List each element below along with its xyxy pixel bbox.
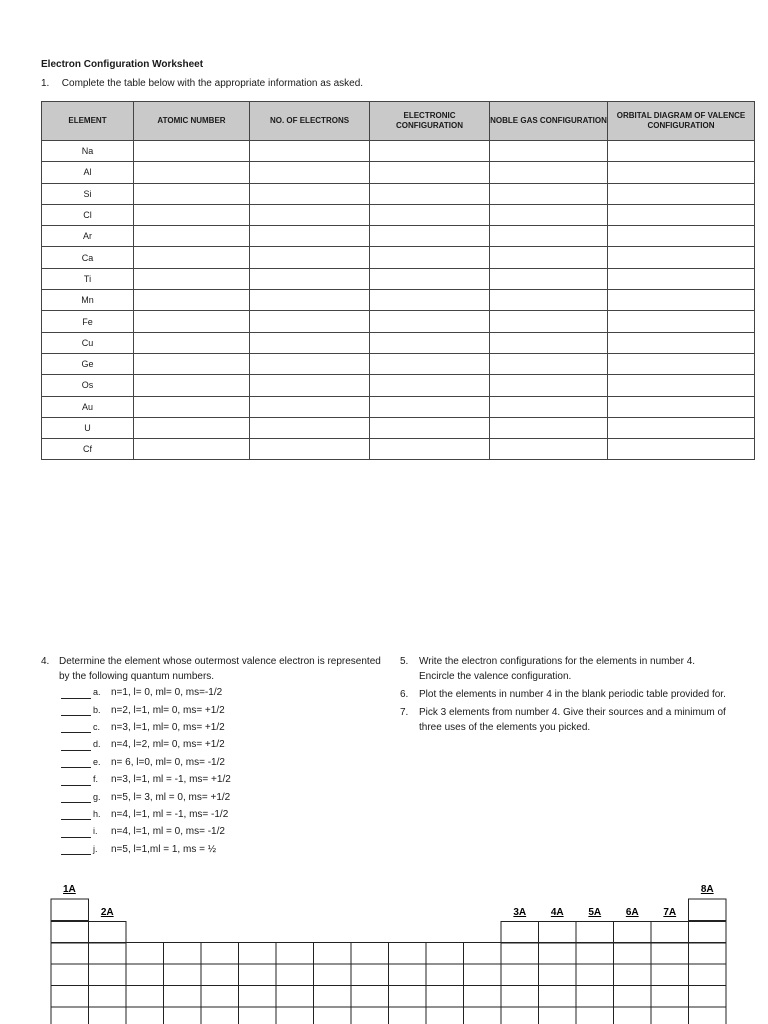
answer-cell[interactable] — [250, 183, 370, 204]
question-number: 6. — [400, 689, 409, 700]
item-letter: a. — [93, 687, 101, 698]
periodic-table-cell[interactable] — [389, 964, 427, 986]
periodic-table-cell[interactable] — [426, 964, 464, 986]
element-symbol-cell: Cu — [42, 332, 134, 353]
periodic-table-cell[interactable] — [51, 964, 89, 986]
periodic-table-cell[interactable] — [576, 1007, 614, 1024]
answer-cell[interactable] — [608, 375, 755, 396]
periodic-table-cell[interactable] — [51, 922, 89, 944]
question-4-text: Determine the element whose outermost valence electron is represented by the following quantum numbers. — [59, 656, 381, 682]
answer-cell[interactable] — [490, 162, 608, 183]
periodic-table-cell[interactable] — [614, 964, 652, 986]
answer-cell[interactable] — [134, 247, 250, 268]
periodic-table-cell[interactable] — [126, 964, 164, 986]
answer-cell[interactable] — [250, 204, 370, 225]
answer-cell[interactable] — [250, 396, 370, 417]
element-symbol-cell: U — [42, 417, 134, 438]
answer-cell[interactable] — [134, 375, 250, 396]
periodic-table-cell[interactable] — [539, 943, 577, 965]
quantum-number-item — [61, 823, 381, 840]
item-quantum-numbers: n=5, l= 3, ml = 0, ms= +1/2 — [111, 791, 231, 803]
answer-cell[interactable] — [370, 353, 490, 374]
item-letter: j. — [93, 843, 98, 854]
table-row — [42, 417, 755, 438]
periodic-table-cell[interactable] — [539, 1007, 577, 1024]
answer-cell[interactable] — [134, 141, 250, 162]
answer-cell[interactable] — [490, 204, 608, 225]
item-quantum-numbers: n= 6, l=0, ml= 0, ms= -1/2 — [111, 756, 225, 768]
element-symbol-cell: Fe — [42, 311, 134, 332]
periodic-table-cell[interactable] — [501, 943, 539, 965]
electron-configuration-table — [41, 101, 755, 460]
periodic-table-cell[interactable] — [426, 986, 464, 1008]
question-text: Plot the elements in number 4 in the blank periodic table provided for. — [419, 689, 726, 700]
question-4-number: 4. — [41, 656, 50, 667]
periodic-table-cell[interactable] — [389, 943, 427, 965]
periodic-table-cell[interactable] — [351, 986, 389, 1008]
table-row — [42, 141, 755, 162]
header-electronic-configuration: ELECTRONIC CONFIGURATION — [370, 102, 490, 141]
answer-cell[interactable] — [490, 439, 608, 460]
item-quantum-numbers: n=5, l=1,ml = 1, ms = ½ — [111, 843, 217, 855]
answer-blank[interactable] — [61, 826, 91, 838]
table-row — [42, 290, 755, 311]
table-row — [42, 183, 755, 204]
answer-cell[interactable] — [608, 162, 755, 183]
answer-cell[interactable] — [608, 311, 755, 332]
table-row — [42, 311, 755, 332]
header-noble-gas-configuration: NOBLE GAS CONFIGURATION — [490, 102, 608, 141]
answer-cell[interactable] — [250, 226, 370, 247]
item-letter: f. — [93, 774, 99, 785]
answer-cell[interactable] — [608, 396, 755, 417]
answer-cell[interactable] — [370, 396, 490, 417]
periodic-table-cell[interactable] — [351, 964, 389, 986]
answer-cell[interactable] — [608, 226, 755, 247]
answer-cell[interactable] — [490, 268, 608, 289]
answer-cell[interactable] — [370, 375, 490, 396]
item-letter: d. — [93, 739, 101, 750]
periodic-table-cell[interactable] — [651, 986, 689, 1008]
periodic-table-cell[interactable] — [314, 964, 352, 986]
periodic-table-cell[interactable] — [651, 964, 689, 986]
answer-cell[interactable] — [608, 439, 755, 460]
periodic-table-cell[interactable] — [614, 986, 652, 1008]
periodic-table-cell[interactable] — [389, 986, 427, 1008]
periodic-table-cell[interactable] — [201, 943, 239, 965]
group-label: 8A — [700, 884, 714, 895]
periodic-table-cell[interactable] — [89, 986, 127, 1008]
answer-cell[interactable] — [490, 396, 608, 417]
item-letter: h. — [93, 808, 101, 819]
periodic-table-cell[interactable] — [651, 1007, 689, 1024]
question-text: Pick 3 elements from number 4. Give their sources and a minimum of three uses of the elements you picked. — [419, 707, 726, 733]
table-row — [42, 353, 755, 374]
questions-5-to-7 — [400, 654, 730, 738]
quantum-number-item — [61, 841, 381, 858]
answer-blank[interactable] — [61, 843, 91, 855]
answer-cell[interactable] — [134, 353, 250, 374]
answer-cell[interactable] — [134, 332, 250, 353]
answer-cell[interactable] — [250, 439, 370, 460]
answer-cell[interactable] — [490, 247, 608, 268]
periodic-table-cell[interactable] — [89, 964, 127, 986]
table-row — [42, 162, 755, 183]
question-item — [400, 654, 730, 684]
item-letter: g. — [93, 791, 101, 802]
quantum-number-item — [61, 788, 381, 805]
answer-cell[interactable] — [250, 290, 370, 311]
item-quantum-numbers: n=3, l=1, ml= 0, ms= +1/2 — [111, 721, 225, 733]
group-label: 5A — [588, 907, 602, 918]
element-symbol-cell: Ge — [42, 353, 134, 374]
answer-cell[interactable] — [490, 226, 608, 247]
element-symbol-cell: Ar — [42, 226, 134, 247]
answer-cell[interactable] — [370, 226, 490, 247]
answer-cell[interactable] — [370, 417, 490, 438]
periodic-table-cell[interactable] — [501, 1007, 539, 1024]
periodic-table-cell[interactable] — [126, 1007, 164, 1024]
item-letter: b. — [93, 704, 101, 715]
answer-blank[interactable] — [61, 687, 91, 699]
item-letter: e. — [93, 756, 101, 767]
group-label: 1A — [63, 884, 76, 895]
periodic-table-cell[interactable] — [426, 1007, 464, 1024]
answer-blank[interactable] — [61, 739, 91, 751]
answer-cell[interactable] — [608, 183, 755, 204]
periodic-table-cell[interactable] — [464, 964, 502, 986]
answer-cell[interactable] — [490, 417, 608, 438]
element-symbol-cell: Si — [42, 183, 134, 204]
periodic-table-cell[interactable] — [651, 922, 689, 944]
periodic-table-cell[interactable] — [126, 986, 164, 1008]
periodic-table-cell[interactable] — [501, 922, 539, 944]
item-quantum-numbers: n=4, l=1, ml = -1, ms= -1/2 — [111, 808, 229, 820]
periodic-table-cell[interactable] — [276, 986, 314, 1008]
answer-cell[interactable] — [490, 183, 608, 204]
quantum-number-item — [61, 754, 381, 771]
answer-cell[interactable] — [250, 375, 370, 396]
question-item — [400, 705, 730, 735]
answer-cell[interactable] — [608, 247, 755, 268]
element-symbol-cell: Al — [42, 162, 134, 183]
group-label: 7A — [663, 907, 677, 918]
element-symbol-cell: Au — [42, 396, 134, 417]
periodic-table-cell[interactable] — [51, 1007, 89, 1024]
table-row — [42, 439, 755, 460]
answer-cell[interactable] — [490, 353, 608, 374]
answer-cell[interactable] — [608, 332, 755, 353]
periodic-table-cell[interactable] — [89, 1007, 127, 1024]
question-item — [400, 687, 730, 702]
answer-cell[interactable] — [134, 290, 250, 311]
quantum-number-item — [61, 684, 381, 701]
periodic-table-cell[interactable] — [651, 943, 689, 965]
periodic-table-cell[interactable] — [576, 943, 614, 965]
periodic-table-cell[interactable] — [164, 943, 202, 965]
periodic-table-cell[interactable] — [576, 922, 614, 944]
answer-cell[interactable] — [134, 311, 250, 332]
item-quantum-numbers: n=3, l=1, ml = -1, ms= +1/2 — [111, 774, 231, 786]
answer-cell[interactable] — [250, 268, 370, 289]
periodic-table-cell[interactable] — [614, 943, 652, 965]
periodic-table-cell[interactable] — [689, 986, 727, 1008]
table-header-row — [42, 102, 755, 141]
answer-cell[interactable] — [134, 396, 250, 417]
periodic-table-cell[interactable] — [51, 899, 89, 921]
periodic-table-cell[interactable] — [464, 986, 502, 1008]
question-4-items — [41, 684, 381, 858]
answer-cell[interactable] — [490, 332, 608, 353]
question-number: 7. — [400, 707, 409, 718]
item-quantum-numbers: n=4, l=1, ml = 0, ms= -1/2 — [111, 826, 225, 838]
question-text: Write the electron configurations for the elements in number 4. Encircle the valence configuration. — [419, 656, 696, 682]
answer-blank[interactable] — [61, 774, 91, 786]
periodic-table-cell[interactable] — [239, 943, 277, 965]
answer-cell[interactable] — [134, 204, 250, 225]
periodic-table-cell[interactable] — [164, 964, 202, 986]
element-symbol-cell: Os — [42, 375, 134, 396]
periodic-table-cell[interactable] — [351, 943, 389, 965]
periodic-table-cell[interactable] — [576, 964, 614, 986]
periodic-table-cell[interactable] — [539, 986, 577, 1008]
periodic-table-cell[interactable] — [614, 922, 652, 944]
answer-blank[interactable] — [61, 756, 91, 768]
periodic-table-cell[interactable] — [239, 986, 277, 1008]
periodic-table-cell[interactable] — [689, 922, 727, 944]
group-label: 6A — [625, 907, 639, 918]
answer-blank[interactable] — [61, 791, 91, 803]
periodic-table-cell[interactable] — [576, 986, 614, 1008]
periodic-table-cell[interactable] — [89, 922, 127, 944]
header-orbital-diagram: ORBITAL DIAGRAM OF VALENCE CONFIGURATION — [608, 102, 755, 141]
header-no-of-electrons: NO. OF ELECTRONS — [250, 102, 370, 141]
periodic-table-cell[interactable] — [201, 1007, 239, 1024]
answer-cell[interactable] — [250, 162, 370, 183]
periodic-table-cell[interactable] — [89, 943, 127, 965]
answer-blank[interactable] — [61, 721, 91, 733]
element-symbol-cell: Ti — [42, 268, 134, 289]
quantum-number-item — [61, 806, 381, 823]
item-letter: i. — [93, 826, 98, 837]
answer-cell[interactable] — [370, 162, 490, 183]
question-1-text: Complete the table below with the appropriate information as asked. — [61, 78, 364, 89]
periodic-table-cell[interactable] — [689, 1007, 727, 1024]
answer-cell[interactable] — [608, 268, 755, 289]
element-symbol-cell: Ca — [42, 247, 134, 268]
periodic-table-cell[interactable] — [126, 943, 164, 965]
table-row — [42, 375, 755, 396]
answer-cell[interactable] — [370, 290, 490, 311]
table-row — [42, 204, 755, 225]
question-number: 5. — [400, 656, 409, 667]
group-label: 2A — [100, 907, 114, 918]
periodic-table-cell[interactable] — [314, 986, 352, 1008]
item-quantum-numbers: n=4, l=2, ml= 0, ms= +1/2 — [111, 739, 225, 751]
answer-cell[interactable] — [608, 353, 755, 374]
table-row — [42, 226, 755, 247]
answer-cell[interactable] — [134, 226, 250, 247]
periodic-table-cell[interactable] — [239, 964, 277, 986]
answer-cell[interactable] — [250, 247, 370, 268]
periodic-table-cell[interactable] — [164, 1007, 202, 1024]
periodic-table-cell[interactable] — [201, 964, 239, 986]
periodic-table-cell[interactable] — [501, 964, 539, 986]
element-symbol-cell: Na — [42, 141, 134, 162]
periodic-table-cell[interactable] — [276, 1007, 314, 1024]
periodic-table-cell[interactable] — [539, 964, 577, 986]
item-letter: c. — [93, 721, 101, 732]
periodic-table-cell[interactable] — [389, 1007, 427, 1024]
element-symbol-cell: Mn — [42, 290, 134, 311]
group-label: 3A — [513, 907, 527, 918]
periodic-table-cell[interactable] — [351, 1007, 389, 1024]
question-1-number: 1. — [41, 78, 50, 89]
answer-cell[interactable] — [370, 204, 490, 225]
answer-cell[interactable] — [608, 417, 755, 438]
element-symbol-cell: Cf — [42, 439, 134, 460]
answer-cell[interactable] — [608, 204, 755, 225]
table-row — [42, 268, 755, 289]
answer-cell[interactable] — [134, 162, 250, 183]
answer-cell[interactable] — [250, 353, 370, 374]
answer-cell[interactable] — [134, 183, 250, 204]
answer-cell[interactable] — [490, 290, 608, 311]
element-symbol-cell: Cl — [42, 204, 134, 225]
answer-cell[interactable] — [490, 375, 608, 396]
answer-cell[interactable] — [370, 268, 490, 289]
periodic-table-cell[interactable] — [51, 943, 89, 965]
answer-cell[interactable] — [608, 141, 755, 162]
periodic-table-cell[interactable] — [689, 964, 727, 986]
periodic-table-cell[interactable] — [539, 922, 577, 944]
answer-cell[interactable] — [490, 141, 608, 162]
periodic-table-cell[interactable] — [501, 986, 539, 1008]
periodic-table-cell[interactable] — [276, 964, 314, 986]
table-row — [42, 247, 755, 268]
table-row — [42, 332, 755, 353]
answer-cell[interactable] — [134, 417, 250, 438]
header-atomic-number: ATOMIC NUMBER — [134, 102, 250, 141]
periodic-table-cell[interactable] — [239, 1007, 277, 1024]
worksheet-title: Electron Configuration Worksheet — [41, 59, 204, 70]
periodic-table-cell[interactable] — [426, 943, 464, 965]
item-quantum-numbers: n=2, l=1, ml= 0, ms= +1/2 — [111, 704, 225, 716]
answer-cell[interactable] — [370, 332, 490, 353]
answer-cell[interactable] — [370, 141, 490, 162]
table-row — [42, 396, 755, 417]
question-1 — [41, 78, 363, 89]
periodic-table-cell[interactable] — [464, 1007, 502, 1024]
item-quantum-numbers: n=1, l= 0, ml= 0, ms=-1/2 — [111, 687, 223, 699]
answer-cell[interactable] — [250, 417, 370, 438]
periodic-table-cell[interactable] — [164, 986, 202, 1008]
quantum-number-item — [61, 719, 381, 736]
answer-blank[interactable] — [61, 808, 91, 820]
periodic-table-cell[interactable] — [314, 1007, 352, 1024]
periodic-table-cell[interactable] — [689, 899, 727, 921]
quantum-number-item — [61, 771, 381, 788]
periodic-table-cell[interactable] — [314, 943, 352, 965]
quantum-number-item — [61, 736, 381, 753]
answer-cell[interactable] — [250, 141, 370, 162]
answer-cell[interactable] — [250, 332, 370, 353]
answer-cell[interactable] — [250, 311, 370, 332]
group-label: 4A — [550, 907, 564, 918]
quantum-number-item — [61, 701, 381, 718]
answer-cell[interactable] — [370, 183, 490, 204]
periodic-table-cell[interactable] — [464, 943, 502, 965]
answer-cell[interactable] — [370, 311, 490, 332]
answer-cell[interactable] — [490, 311, 608, 332]
periodic-table-cell[interactable] — [614, 1007, 652, 1024]
answer-blank[interactable] — [61, 704, 91, 716]
periodic-table-cell[interactable] — [51, 986, 89, 1008]
answer-cell[interactable] — [134, 268, 250, 289]
periodic-table-cell[interactable] — [689, 943, 727, 965]
table-body — [42, 141, 755, 460]
answer-cell[interactable] — [370, 247, 490, 268]
answer-cell[interactable] — [608, 290, 755, 311]
periodic-table-cell[interactable] — [276, 943, 314, 965]
answer-cell[interactable] — [370, 439, 490, 460]
header-element: ELEMENT — [42, 102, 134, 141]
periodic-table-cell[interactable] — [201, 986, 239, 1008]
answer-cell[interactable] — [134, 439, 250, 460]
question-4 — [41, 654, 381, 858]
